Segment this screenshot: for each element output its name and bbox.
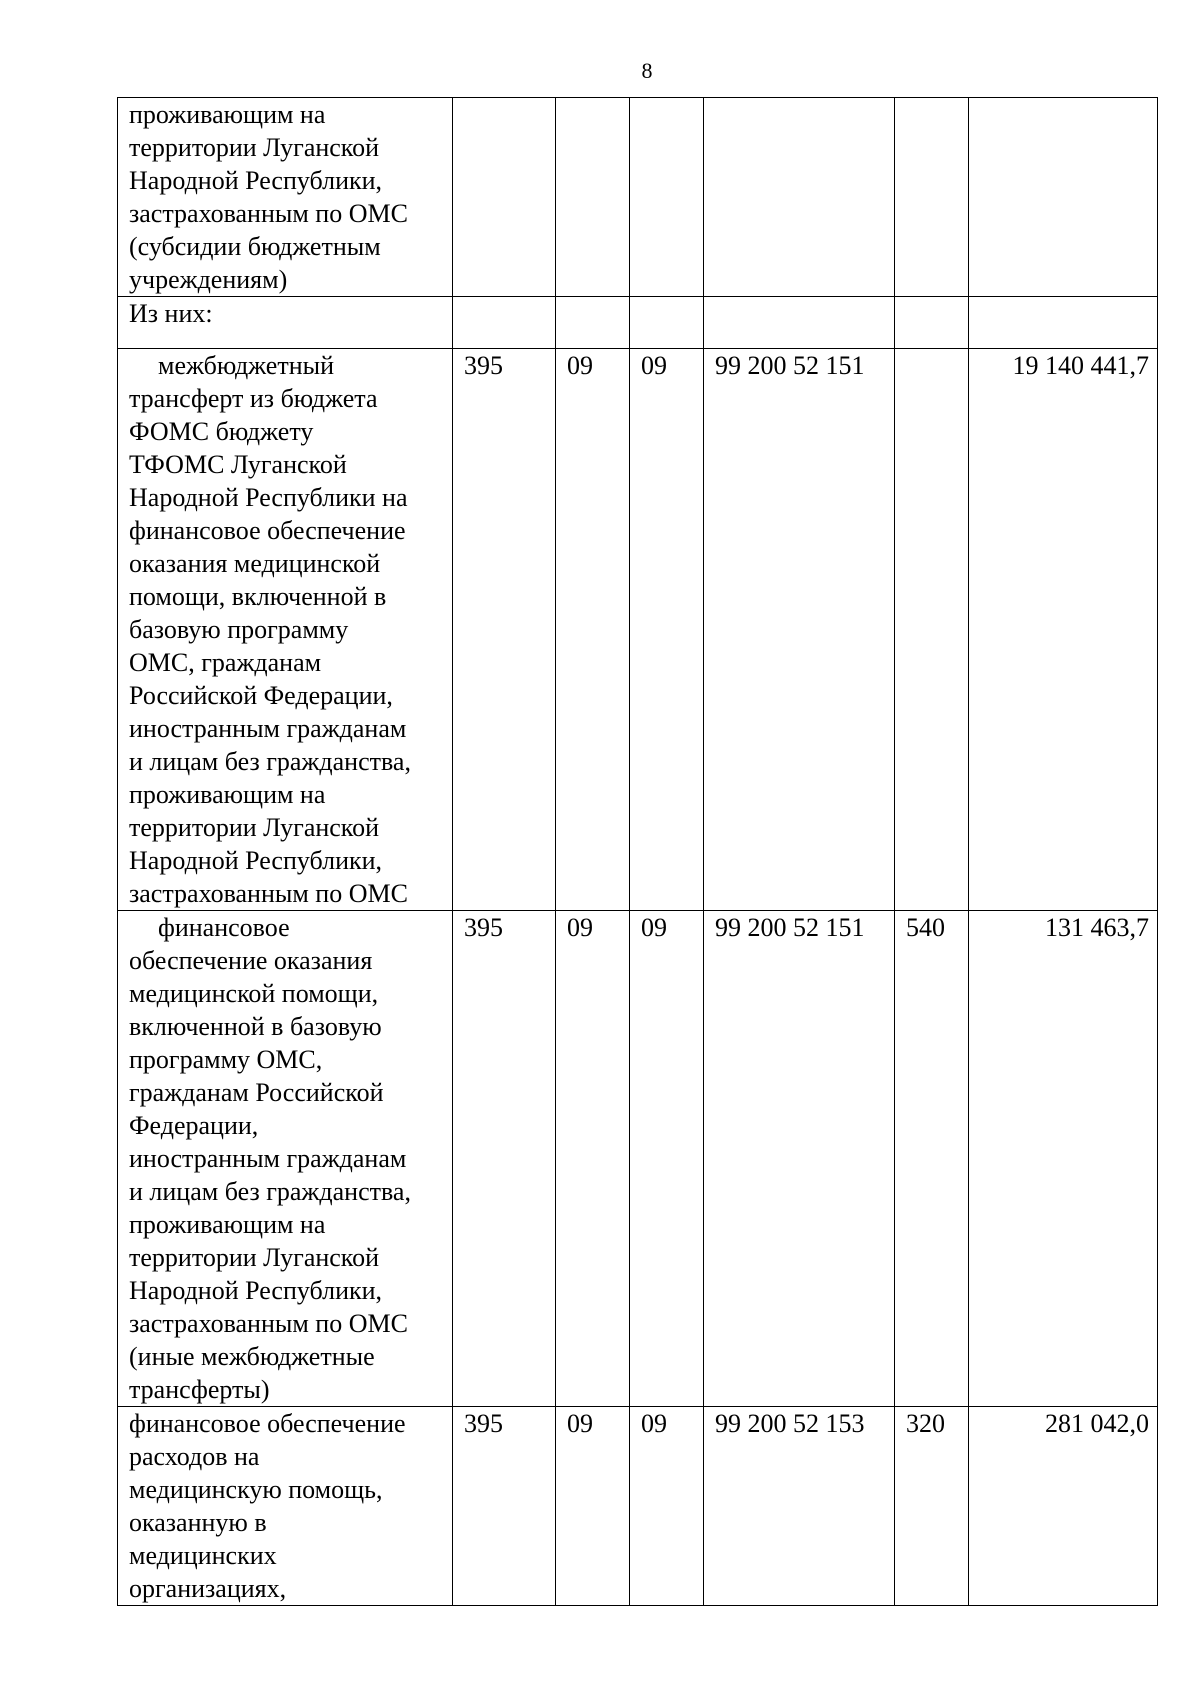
vr-cell [895,297,969,349]
csr-cell: 99 200 52 153 [704,1407,895,1606]
gr-cell: 395 [453,911,556,1407]
page-number: 8 [641,58,653,83]
table-row [118,297,1158,349]
rz-cell: 09 [556,911,630,1407]
rz-cell [556,297,630,349]
pr-cell: 09 [630,349,704,911]
csr-cell: 99 200 52 151 [704,911,895,1407]
amount-cell [969,297,1158,349]
amount-cell: 281 042,0 [969,1407,1158,1606]
vr-cell: 320 [895,1407,969,1606]
vr-cell [895,349,969,911]
row-name-cell: межбюджетный трансферт из бюджета ФОМС бюджету ТФОМС Луганской Народной Республики на финансовое обеспечение оказания медицинской помощи, включенной в базовую программу ОМС, гражданам Российской Федерации, иностранным гражданам и лицам без гражданства, проживающим на территории Луганской Народной Республики, застрахованным по ОМС [118,349,453,911]
pr-cell: 09 [630,1407,704,1606]
table-row [118,1407,1158,1606]
csr-cell [704,98,895,297]
rz-cell [556,98,630,297]
gr-cell [453,98,556,297]
vr-cell: 540 [895,911,969,1407]
csr-cell: 99 200 52 151 [704,349,895,911]
table-row [118,349,1158,911]
rz-cell: 09 [556,1407,630,1606]
pr-cell [630,297,704,349]
gr-cell: 395 [453,349,556,911]
vr-cell [895,98,969,297]
row-name-cell: финансовое обеспечение расходов на медицинскую помощь, оказанную в медицинских организациях, [118,1407,453,1606]
rz-cell: 09 [556,349,630,911]
amount-cell: 19 140 441,7 [969,349,1158,911]
pr-cell: 09 [630,911,704,1407]
csr-cell [704,297,895,349]
amount-cell: 131 463,7 [969,911,1158,1407]
table-row [118,911,1158,1407]
table-row [118,98,1158,297]
budget-table [117,97,1158,1606]
row-name-cell: Из них: [118,297,453,349]
row-name-cell: финансовое обеспечение оказания медицинской помощи, включенной в базовую программу ОМС, гражданам Российской Федерации, иностранным гражданам и лицам без гражданства, проживающим на территории Луганской Народной Республики, застрахованным по ОМС (иные межбюджетные трансферты) [118,911,453,1407]
row-name-cell: проживающим на территории Луганской Народной Республики, застрахованным по ОМС (субсидии бюджетным учреждениям) [118,98,453,297]
gr-cell [453,297,556,349]
amount-cell [969,98,1158,297]
gr-cell: 395 [453,1407,556,1606]
pr-cell [630,98,704,297]
